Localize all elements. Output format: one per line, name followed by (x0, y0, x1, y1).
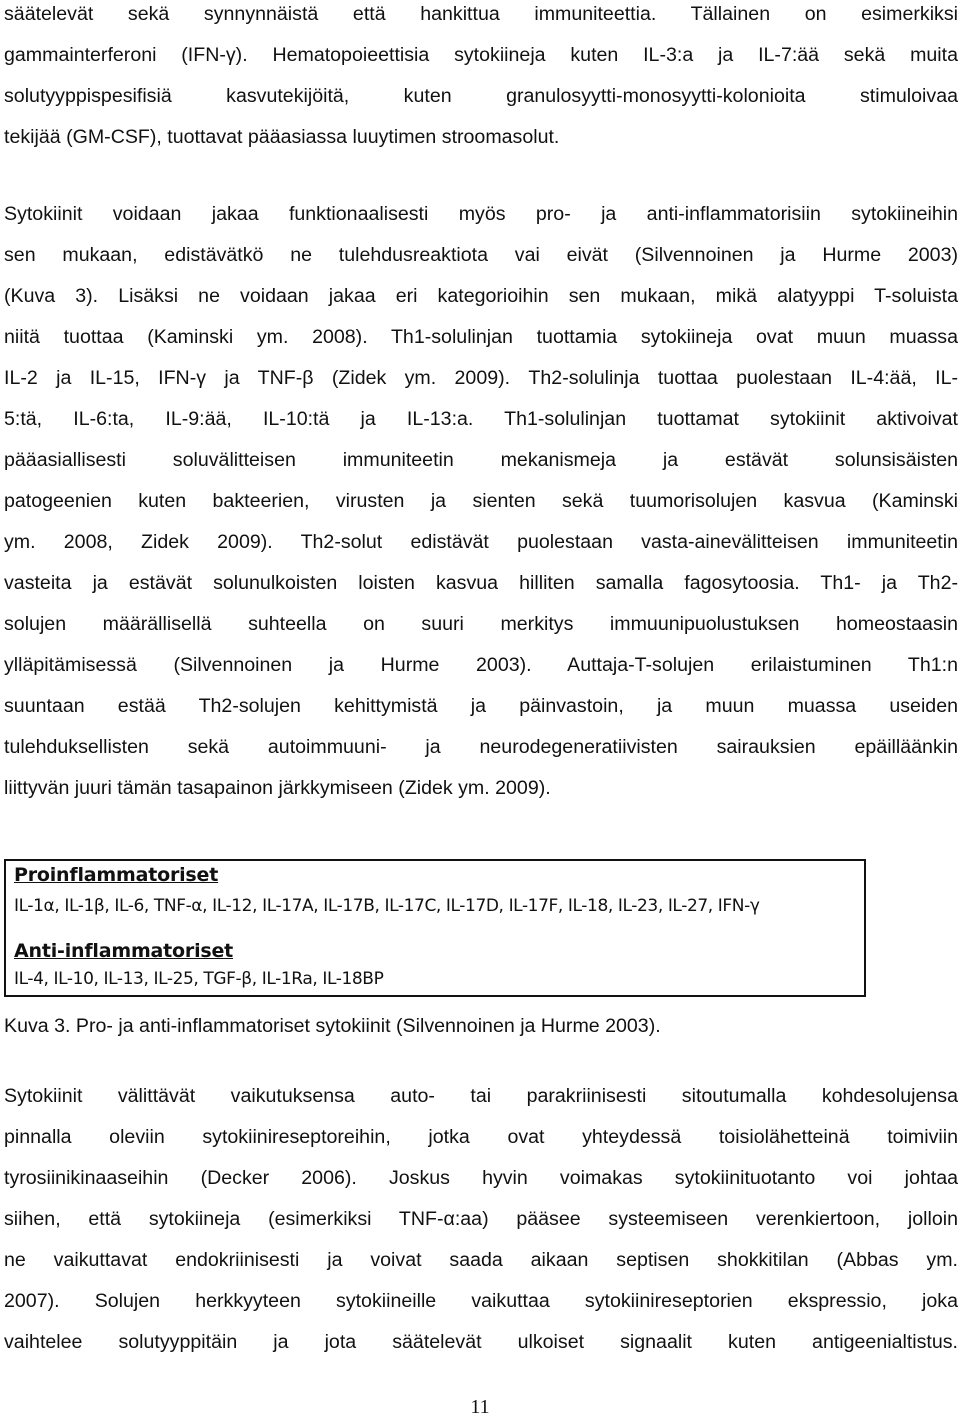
paragraph-line: ne vaikuttavat endokriinisesti ja voivat saada aikaan septisen shokkitilan (Abbas ym. (4, 1249, 958, 1271)
paragraph-line: ylläpitämisessä (Silvennoinen ja Hurme 2003). Auttaja-T-solujen erilaistuminen Th1:n (4, 654, 958, 676)
page-number: 11 (470, 1396, 490, 1418)
figure-caption: Kuva 3. Pro- ja anti-inflammatoriset sytokiinit (Silvennoinen ja Hurme 2003). (4, 1015, 661, 1037)
paragraph-line: vaihtelee solutyyppitäin ja jota säätelevät ulkoiset signaalit kuten antigeenialtistus. (4, 1331, 958, 1353)
paragraph-line: tekijää (GM-CSF), tuottavat pääasiassa luuytimen stroomasolut. (4, 126, 560, 148)
paragraph-line: suuntaan estää Th2-solujen kehittymistä ja päinvastoin, ja muun muassa useiden (4, 695, 958, 717)
paragraph-line: solutyyppispesifisiä kasvutekijöitä, kuten granulosyytti-monosyytti-kolonioita stimuloivaa (4, 85, 958, 107)
paragraph-line: tyrosiinikinaaseihin (Decker 2006). Joskus hyvin voimakas sytokiinituotanto voi johtaa (4, 1167, 958, 1189)
figure-anti-heading: Anti-inflammatoriset (14, 940, 234, 962)
cytokine-figure (4, 859, 866, 997)
paragraph-3 (4, 1076, 958, 1363)
paragraph-line: pääasiallisesti soluvälitteisen immuniteetin mekanismeja ja estävät solunsisäisten (4, 449, 958, 471)
paragraph-line: (Kuva 3). Lisäksi ne voidaan jakaa eri kategorioihin sen mukaan, mikä alatyyppi T-soluista (4, 285, 958, 307)
paragraph-line: liittyvän juuri tämän tasapainon järkkymiseen (Zidek ym. 2009). (4, 777, 551, 799)
paragraph-line: niitä tuottaa (Kaminski ym. 2008). Th1-solulinjan tuottamia sytokiineja ovat muun muassa (4, 326, 958, 348)
paragraph-line: 2007). Solujen herkkyyteen sytokiineille vaikuttaa sytokiinireseptorien ekspressio, joka (4, 1290, 958, 1312)
paragraph-line: solujen määrällisellä suhteella on suuri merkitys immuunipuolustuksen homeostaasin (4, 613, 958, 635)
figure-anti-list: IL-4, IL-10, IL-13, IL-25, TGF-β, IL-1Ra, IL-18BP (14, 969, 384, 989)
paragraph-line: IL-2 ja IL-15, IFN-γ ja TNF-β (Zidek ym. 2009). Th2-solulinja tuottaa puolestaan IL-4:ää, IL- (4, 367, 958, 389)
paragraph-1 (4, 0, 958, 158)
paragraph-line: sen mukaan, edistävätkö ne tulehdusreaktiota vai eivät (Silvennoinen ja Hurme 2003) (4, 244, 958, 266)
paragraph-line: pinnalla oleviin sytokiinireseptoreihin, jotka ovat yhteydessä toisiolähetteinä toimiviin (4, 1126, 958, 1148)
paragraph-line: 5:tä, IL-6:ta, IL-9:ää, IL-10:tä ja IL-13:a. Th1-solulinjan tuottamat sytokiinit aktivoivat (4, 408, 958, 430)
paragraph-2 (4, 194, 958, 809)
paragraph-line: Sytokiinit välittävät vaikutuksensa auto- tai parakriinisesti sitoutumalla kohdesolujensa (4, 1085, 958, 1107)
paragraph-line: ym. 2008, Zidek 2009). Th2-solut edistävät puolestaan vasta-ainevälitteisen immuniteetin (4, 531, 958, 553)
paragraph-line: patogeenien kuten bakteerien, virusten ja sienten sekä tuumorisolujen kasvua (Kaminski (4, 490, 958, 512)
paragraph-line: säätelevät sekä synnynnäistä että hankittua immuniteettia. Tällainen on esimerkiksi (4, 3, 958, 25)
paragraph-line: vasteita ja estävät solunulkoisten loisten kasvua hilliten samalla fagosytoosia. Th1- ja Th2- (4, 572, 958, 594)
paragraph-line: gammainterferoni (IFN-γ). Hematopoieettisia sytokiineja kuten IL-3:a ja IL-7:ää sekä muita (4, 44, 958, 66)
paragraph-line: siihen, että sytokiineja (esimerkiksi TNF-α:aa) pääsee systeemiseen verenkiertoon, jolloin (4, 1208, 958, 1230)
figure-pro-heading: Proinflammatoriset (14, 864, 219, 886)
figure-pro-list: IL-1α, IL-1β, IL-6, TNF-α, IL-12, IL-17A, IL-17B, IL-17C, IL-17D, IL-17F, IL-18, IL-23, IL-27, IFN-γ (14, 896, 760, 916)
paragraph-line: tulehduksellisten sekä autoimmuuni- ja neurodegeneratiivisten sairauksien epäilläänkin (4, 736, 958, 758)
paragraph-line: Sytokiinit voidaan jakaa funktionaalisesti myös pro- ja anti-inflammatorisiin sytokiineihin (4, 203, 958, 225)
